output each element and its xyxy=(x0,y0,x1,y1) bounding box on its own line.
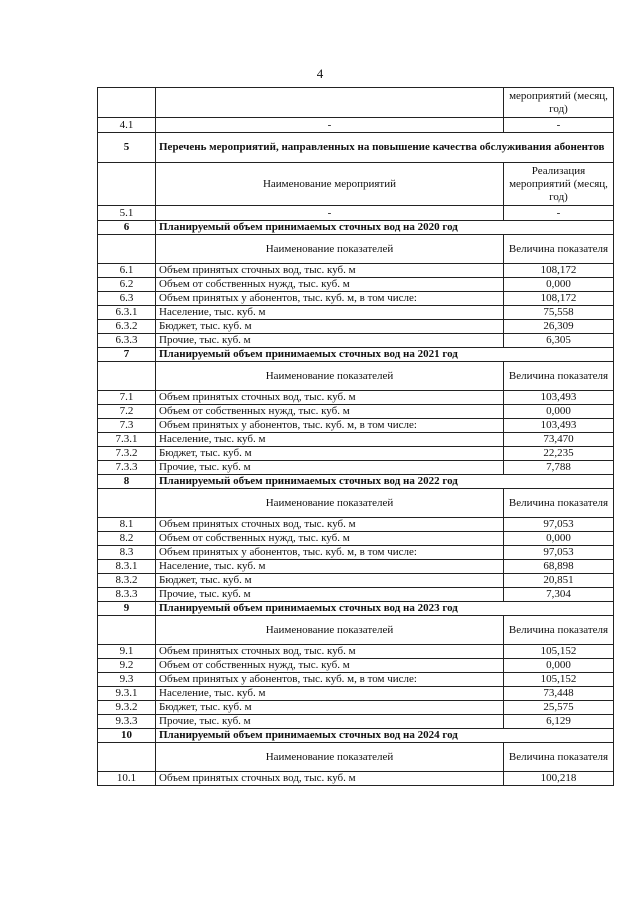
cell-empty xyxy=(98,235,156,264)
table-row xyxy=(98,532,614,546)
row-name: Объем от собственных нужд, тыс. куб. м xyxy=(156,532,504,546)
section-title: Планируемый объем принимаемых сточных вод на 2024 год xyxy=(156,729,614,743)
section-title: Планируемый объем принимаемых сточных вод на 2022 год xyxy=(156,475,614,489)
section-title: Перечень мероприятий, направленных на повышение качества обслуживания абонентов xyxy=(156,133,614,163)
row-number: 8.3.3 xyxy=(98,588,156,602)
row-number: 8.3.2 xyxy=(98,574,156,588)
table-row xyxy=(98,673,614,687)
row-number: 4.1 xyxy=(98,118,156,133)
column-header-name: Наименование показателей xyxy=(156,743,504,772)
table-row xyxy=(98,419,614,433)
table-row xyxy=(98,574,614,588)
table-row xyxy=(98,518,614,532)
table-row xyxy=(98,687,614,701)
table-header-row xyxy=(98,616,614,645)
table-header-row xyxy=(98,489,614,518)
row-value: 0,000 xyxy=(504,278,614,292)
row-value: 6,305 xyxy=(504,334,614,348)
row-number: 6.3.3 xyxy=(98,334,156,348)
row-value: 73,470 xyxy=(504,433,614,447)
cell-empty xyxy=(98,743,156,772)
row-value: - xyxy=(504,206,614,221)
row-number: 6.2 xyxy=(98,278,156,292)
cell-empty xyxy=(156,88,504,118)
column-header-name: Наименование показателей xyxy=(156,616,504,645)
row-name: Бюджет, тыс. куб. м xyxy=(156,320,504,334)
table-row xyxy=(98,701,614,715)
row-name: Бюджет, тыс. куб. м xyxy=(156,447,504,461)
row-name: Население, тыс. куб. м xyxy=(156,306,504,320)
row-name: Бюджет, тыс. куб. м xyxy=(156,574,504,588)
section-number: 6 xyxy=(98,221,156,235)
section-header-row xyxy=(98,602,614,616)
table-row xyxy=(98,391,614,405)
row-value: 0,000 xyxy=(504,532,614,546)
row-name: Прочие, тыс. куб. м xyxy=(156,461,504,475)
section-header-row xyxy=(98,221,614,235)
row-value: 0,000 xyxy=(504,405,614,419)
row-number: 9.3.2 xyxy=(98,701,156,715)
table-row xyxy=(98,560,614,574)
row-value: 108,172 xyxy=(504,264,614,278)
section-title: Планируемый объем принимаемых сточных вод на 2020 год xyxy=(156,221,614,235)
row-number: 7.3 xyxy=(98,419,156,433)
column-header-name: Наименование показателей xyxy=(156,235,504,264)
row-value: 105,152 xyxy=(504,673,614,687)
row-number: 6.3 xyxy=(98,292,156,306)
table-row xyxy=(98,447,614,461)
row-name: Население, тыс. куб. м xyxy=(156,687,504,701)
row-name: Объем принятых сточных вод, тыс. куб. м xyxy=(156,518,504,532)
row-value: 100,218 xyxy=(504,772,614,786)
section-header-row xyxy=(98,348,614,362)
row-value: 105,152 xyxy=(504,645,614,659)
row-name: Объем принятых сточных вод, тыс. куб. м xyxy=(156,391,504,405)
row-name: Объем принятых сточных вод, тыс. куб. м xyxy=(156,645,504,659)
row-value: 7,304 xyxy=(504,588,614,602)
column-header-value: Величина показателя xyxy=(504,362,614,391)
row-value: 26,309 xyxy=(504,320,614,334)
row-value: 25,575 xyxy=(504,701,614,715)
table-row xyxy=(98,118,614,133)
row-name: Население, тыс. куб. м xyxy=(156,560,504,574)
table-row xyxy=(98,334,614,348)
table-row xyxy=(98,461,614,475)
row-name: Объем от собственных нужд, тыс. куб. м xyxy=(156,659,504,673)
row-number: 7.1 xyxy=(98,391,156,405)
row-value: 103,493 xyxy=(504,391,614,405)
table-row xyxy=(98,772,614,786)
row-value: - xyxy=(504,118,614,133)
section-number: 7 xyxy=(98,348,156,362)
table-row xyxy=(98,715,614,729)
column-header-value: Величина показателя xyxy=(504,489,614,518)
column-header-value: Реализация мероприятий (месяц, год) xyxy=(504,163,614,206)
row-number: 7.3.2 xyxy=(98,447,156,461)
cell-empty xyxy=(98,616,156,645)
row-name: Объем принятых сточных вод, тыс. куб. м xyxy=(156,772,504,786)
table-row xyxy=(98,292,614,306)
row-number: 9.3.1 xyxy=(98,687,156,701)
row-number: 7.2 xyxy=(98,405,156,419)
row-name: Объем принятых у абонентов, тыс. куб. м, в том числе: xyxy=(156,292,504,306)
page-number: 4 xyxy=(316,66,324,81)
row-value: 108,172 xyxy=(504,292,614,306)
row-name: Объем принятых у абонентов, тыс. куб. м, в том числе: xyxy=(156,673,504,687)
row-number: 8.1 xyxy=(98,518,156,532)
table-row xyxy=(98,320,614,334)
table-header-row xyxy=(98,743,614,772)
row-value: 20,851 xyxy=(504,574,614,588)
table-header-row xyxy=(98,362,614,391)
row-value: 75,558 xyxy=(504,306,614,320)
column-header-value: Величина показателя xyxy=(504,743,614,772)
cell-empty xyxy=(98,88,156,118)
row-number: 9.3 xyxy=(98,673,156,687)
row-name: Объем принятых у абонентов, тыс. куб. м, в том числе: xyxy=(156,546,504,560)
table-row xyxy=(98,264,614,278)
table-row xyxy=(98,405,614,419)
section-header-row xyxy=(98,133,614,163)
row-name: Объем от собственных нужд, тыс. куб. м xyxy=(156,405,504,419)
section-number: 5 xyxy=(98,133,156,163)
row-number: 9.1 xyxy=(98,645,156,659)
indicators-table xyxy=(97,87,614,786)
row-number: 9.3.3 xyxy=(98,715,156,729)
table-row xyxy=(98,546,614,560)
column-header-name: Наименование показателей xyxy=(156,362,504,391)
table-header-row xyxy=(98,163,614,206)
table-row xyxy=(98,278,614,292)
row-name: Объем от собственных нужд, тыс. куб. м xyxy=(156,278,504,292)
row-value: 73,448 xyxy=(504,687,614,701)
section-header-row xyxy=(98,475,614,489)
cell-empty xyxy=(98,163,156,206)
row-number: 10.1 xyxy=(98,772,156,786)
section-title: Планируемый объем принимаемых сточных вод на 2023 год xyxy=(156,602,614,616)
column-header-value: Величина показателя xyxy=(504,235,614,264)
row-number: 5.1 xyxy=(98,206,156,221)
row-value: 7,788 xyxy=(504,461,614,475)
column-header-name: Наименование показателей xyxy=(156,489,504,518)
row-number: 7.3.1 xyxy=(98,433,156,447)
table-header-row xyxy=(98,235,614,264)
column-header-name: Наименование мероприятий xyxy=(156,163,504,206)
section-number: 9 xyxy=(98,602,156,616)
row-name: Население, тыс. куб. м xyxy=(156,433,504,447)
table-row xyxy=(98,588,614,602)
row-name: - xyxy=(156,118,504,133)
section-number: 8 xyxy=(98,475,156,489)
table-row xyxy=(98,645,614,659)
table-row xyxy=(98,659,614,673)
row-name: Объем принятых сточных вод, тыс. куб. м xyxy=(156,264,504,278)
row-number: 9.2 xyxy=(98,659,156,673)
table-row xyxy=(98,433,614,447)
cell-empty xyxy=(98,362,156,391)
row-number: 8.3 xyxy=(98,546,156,560)
row-number: 6.1 xyxy=(98,264,156,278)
row-value: 68,898 xyxy=(504,560,614,574)
row-value: 103,493 xyxy=(504,419,614,433)
section-number: 10 xyxy=(98,729,156,743)
column-header-tail: мероприятий (месяц, год) xyxy=(504,88,614,118)
row-name: Прочие, тыс. куб. м xyxy=(156,588,504,602)
row-name: Объем принятых у абонентов, тыс. куб. м, в том числе: xyxy=(156,419,504,433)
row-number: 6.3.1 xyxy=(98,306,156,320)
row-name: Прочие, тыс. куб. м xyxy=(156,334,504,348)
cell-empty xyxy=(98,489,156,518)
row-value: 97,053 xyxy=(504,518,614,532)
section-header-row xyxy=(98,729,614,743)
row-name: Бюджет, тыс. куб. м xyxy=(156,701,504,715)
row-number: 8.2 xyxy=(98,532,156,546)
row-number: 8.3.1 xyxy=(98,560,156,574)
section-title: Планируемый объем принимаемых сточных вод на 2021 год xyxy=(156,348,614,362)
table-row xyxy=(98,88,614,118)
row-value: 6,129 xyxy=(504,715,614,729)
row-number: 6.3.2 xyxy=(98,320,156,334)
row-value: 22,235 xyxy=(504,447,614,461)
row-number: 7.3.3 xyxy=(98,461,156,475)
column-header-value: Величина показателя xyxy=(504,616,614,645)
row-value: 97,053 xyxy=(504,546,614,560)
table-row xyxy=(98,206,614,221)
row-value: 0,000 xyxy=(504,659,614,673)
row-name: Прочие, тыс. куб. м xyxy=(156,715,504,729)
table-row xyxy=(98,306,614,320)
row-name: - xyxy=(156,206,504,221)
